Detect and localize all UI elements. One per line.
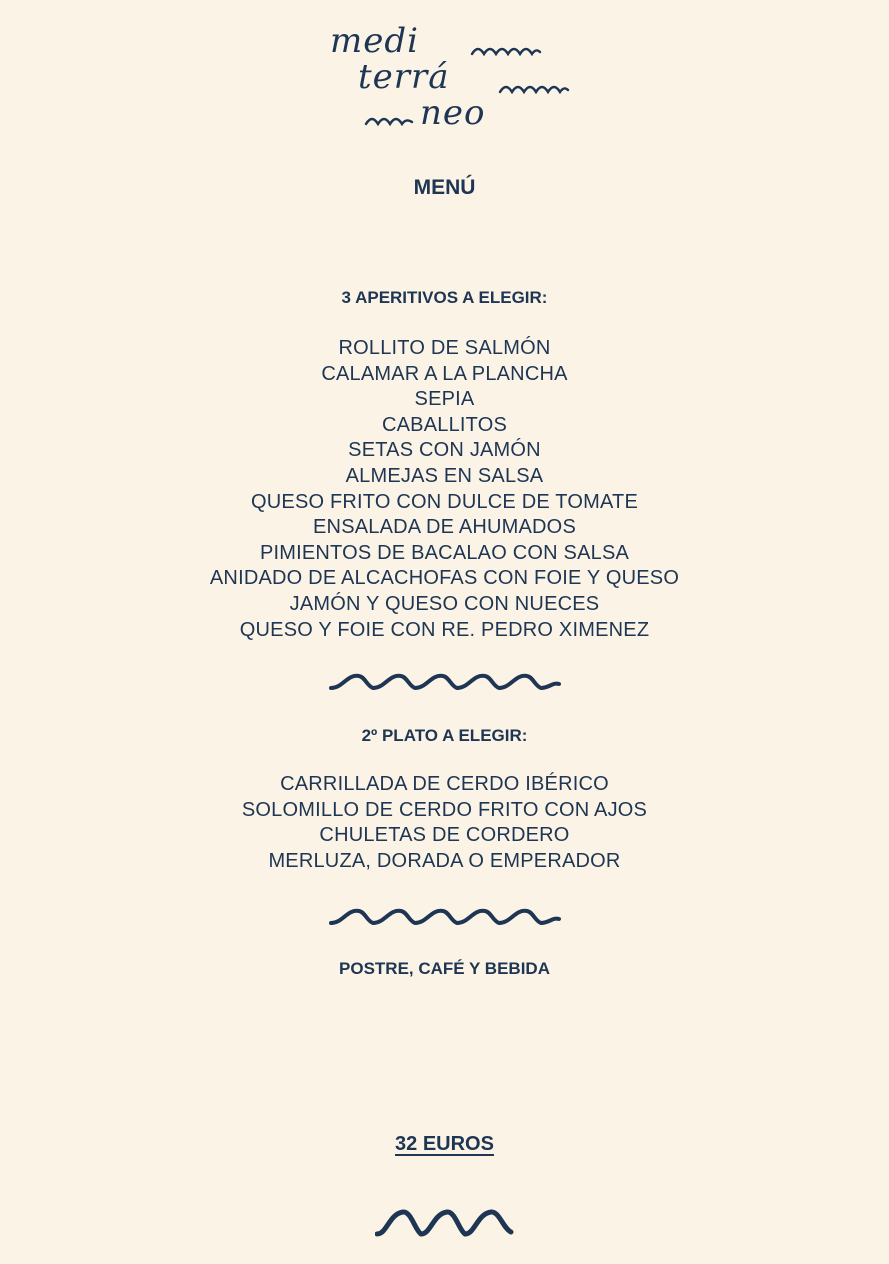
list-item: CALAMAR A LA PLANCHA — [321, 362, 568, 385]
logo-word-terra: terrá — [358, 57, 450, 97]
list-item: PIMIENTOS DE BACALAO CON SALSA — [259, 541, 630, 564]
restaurant-logo — [320, 22, 580, 134]
logo-word-medi: medi — [330, 21, 419, 61]
wave-divider-icon — [0, 668, 889, 699]
list-item: QUESO Y FOIE CON RE. PEDRO XIMENEZ — [239, 618, 650, 641]
list-item: SETAS CON JAMÓN — [348, 439, 541, 462]
aperitivos-list — [0, 336, 889, 643]
list-item: CARRILLADA DE CERDO IBÉRICO — [280, 773, 609, 795]
menu-title: MENÚ — [413, 176, 476, 199]
wave-divider-icon — [0, 903, 889, 934]
list-item: ROLLITO DE SALMÓN — [338, 337, 551, 359]
logo-wave-icon — [470, 42, 542, 56]
list-item: ANIDADO DE ALCACHOFAS CON FOIE Y QUESO — [209, 567, 680, 590]
list-item: MERLUZA, DORADA O EMPERADOR — [268, 849, 621, 872]
section-heading-postre: POSTRE, CAFÉ Y BEBIDA — [339, 959, 550, 978]
logo-word-neo: neo — [420, 93, 486, 133]
menu-price: 32 EUROS — [395, 1133, 494, 1155]
list-item: CABALLITOS — [381, 413, 508, 436]
logo-wave-icon — [364, 112, 414, 126]
list-item: ALMEJAS EN SALSA — [345, 464, 544, 487]
section-heading-aperitivos: 3 APERITIVOS A ELEGIR: — [341, 288, 548, 307]
section-heading-segundo-plato: 2º PLATO A ELEGIR: — [361, 726, 528, 745]
list-item: SEPIA — [414, 388, 475, 411]
logo-wave-icon — [498, 80, 570, 94]
list-item: ENSALADA DE AHUMADOS — [313, 516, 576, 539]
list-item: JAMÓN Y QUESO CON NUECES — [289, 592, 600, 615]
segundo-plato-list — [0, 772, 889, 874]
list-item: QUESO FRITO CON DULCE DE TOMATE — [251, 490, 638, 513]
list-item: SOLOMILLO DE CERDO FRITO CON AJOS — [241, 798, 648, 821]
wave-footer-icon — [0, 1200, 889, 1245]
list-item: CHULETAS DE CORDERO — [319, 824, 570, 847]
